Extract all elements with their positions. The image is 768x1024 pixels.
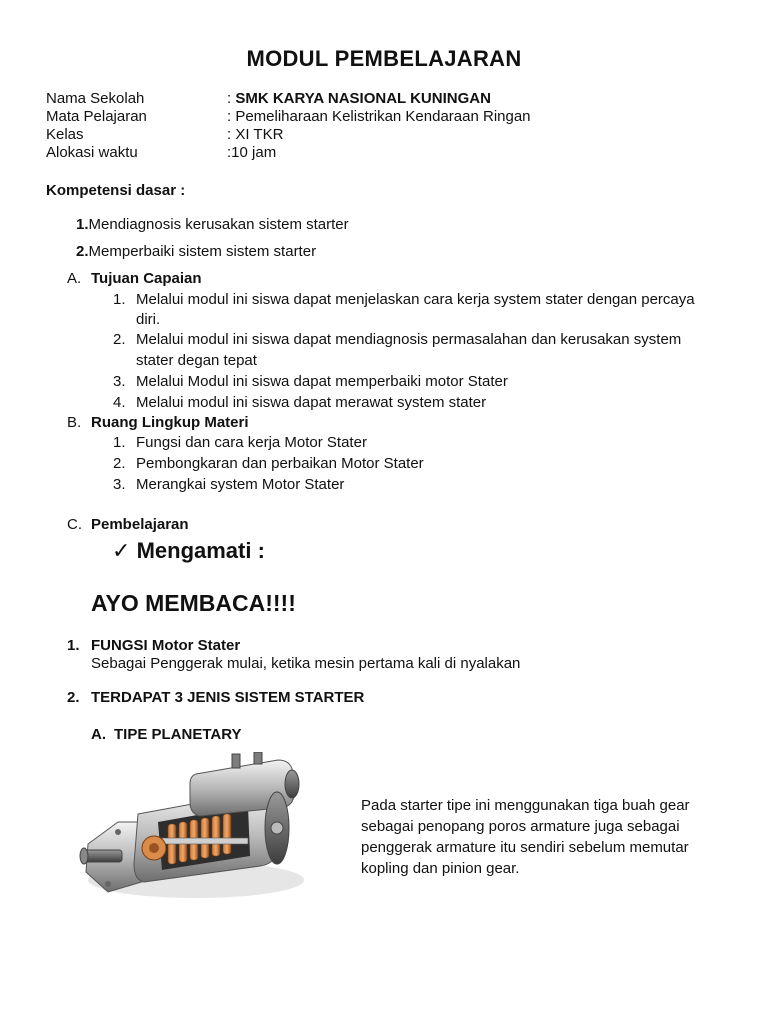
- list-text: Merangkai system Motor Stater: [136, 476, 345, 493]
- list-number: 3.: [113, 476, 126, 493]
- list-text: Melalui Modul ini siswa dapat memperbaiki motor Stater: [136, 373, 508, 390]
- list-number: 4.: [113, 394, 126, 411]
- list-text: Melalui modul ini siswa dapat mendiagnosis permasalahan dan kerusakan system: [136, 331, 682, 348]
- info-label: Kelas: [46, 126, 84, 143]
- info-value: : SMK KARYA NASIONAL KUNINGAN: [227, 90, 491, 107]
- info-label: Nama Sekolah: [46, 90, 145, 107]
- list-number: 3.: [113, 373, 126, 390]
- info-label: Alokasi waktu: [46, 144, 138, 161]
- starter-motor-cutaway-icon: [78, 752, 340, 906]
- list-number: 1.: [76, 216, 89, 233]
- list-text-cont: stater degan tepat: [136, 352, 257, 369]
- section-heading: Pembelajaran: [91, 516, 189, 533]
- list-text: Pembongkaran dan perbaikan Motor Stater: [136, 455, 424, 472]
- school-name: SMK KARYA NASIONAL KUNINGAN: [235, 90, 491, 107]
- planetary-description: Pada starter tipe ini menggunakan tiga buah gear sebagai penopang poros armature juga sebagai penggerak armature itu sendiri sebelum memutar kopling dan pinion gear.: [361, 797, 690, 877]
- section-text: Sebagai Penggerak mulai, ketika mesin pertama kali di nyalakan: [91, 655, 521, 672]
- section-heading: TERDAPAT 3 JENIS SISTEM STARTER: [91, 689, 365, 706]
- mengamati-heading: Mengamati :: [136, 538, 265, 563]
- kompetensi-heading: Kompetensi dasar :: [46, 182, 186, 199]
- list-text: Melalui modul ini siswa dapat menjelaskan cara kerja system stater dengan percaya: [136, 291, 695, 308]
- section-heading: Ruang Lingkup Materi: [91, 414, 249, 431]
- list-text-cont: diri.: [136, 311, 161, 328]
- list-number: 1.: [113, 291, 126, 308]
- ayo-membaca-heading: AYO MEMBACA!!!!: [91, 590, 296, 616]
- section-letter: B.: [67, 414, 82, 431]
- list-number: 1.: [67, 637, 80, 654]
- subsection-heading: TIPE PLANETARY: [114, 726, 242, 743]
- list-number: 1.: [113, 434, 126, 451]
- checkmark-icon: ✓: [112, 538, 131, 563]
- info-value: : Pemeliharaan Kelistrikan Kendaraan Ringan: [227, 108, 531, 125]
- starter-motor-image: [78, 752, 340, 906]
- list-number: 2.: [76, 243, 89, 260]
- info-label: Mata Pelajaran: [46, 108, 147, 125]
- list-number: 2.: [67, 689, 80, 706]
- list-number: 2.: [113, 331, 126, 348]
- list-text: Melalui modul ini siswa dapat merawat system stater: [136, 394, 487, 411]
- list-item: [76, 243, 316, 261]
- section-letter: C.: [67, 516, 82, 533]
- subsection-letter: A.: [91, 726, 106, 743]
- info-value: :10 jam: [227, 144, 277, 161]
- list-item: [76, 216, 349, 234]
- info-value: : XI TKR: [227, 126, 284, 143]
- section-heading: FUNGSI Motor Stater: [91, 637, 241, 654]
- page-title: MODUL PEMBELAJARAN: [246, 46, 522, 71]
- list-text: Memperbaiki sistem sistem starter: [88, 243, 317, 260]
- mengamati-line: [112, 537, 265, 565]
- list-text: Mendiagnosis kerusakan sistem starter: [88, 216, 349, 233]
- list-text: Fungsi dan cara kerja Motor Stater: [136, 434, 367, 451]
- list-number: 2.: [113, 455, 126, 472]
- section-letter: A.: [67, 270, 82, 287]
- section-heading: Tujuan Capaian: [91, 270, 202, 287]
